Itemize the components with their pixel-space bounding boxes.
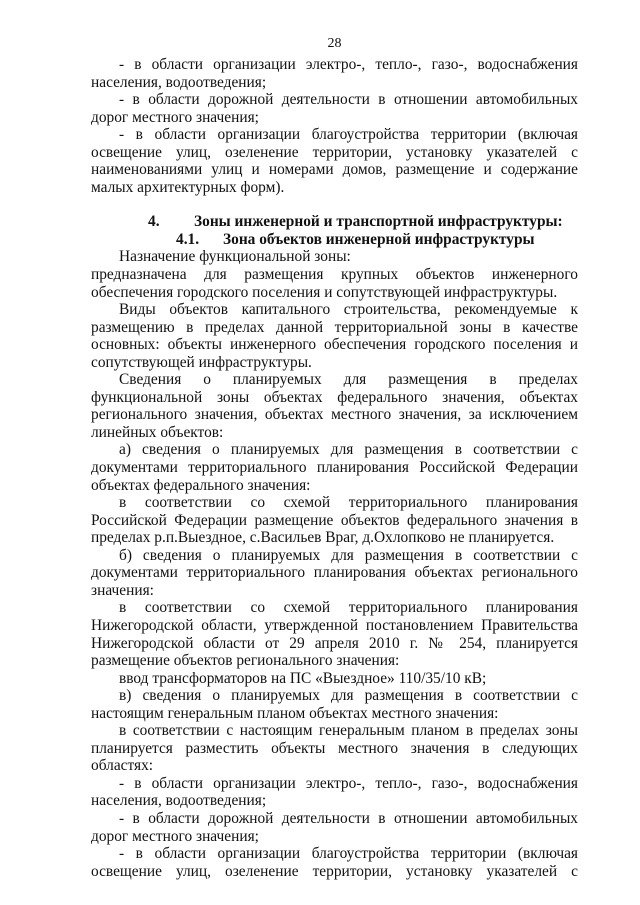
page-number: 28: [327, 36, 342, 51]
paragraph: - в области организации электро-, тепло-, газо-, водоснабжения населения, водоотведения;: [91, 774, 578, 810]
paragraph: а) сведения о планируемых для размещения в соответствии с документами территориального планирования Российской Федерации объектах федерального значения:: [91, 441, 578, 494]
section-heading-4: [91, 213, 578, 231]
paragraph: - в области организации благоустройства территории (включая освещение улиц, озеленение территории, установку указателей с наименованиями улиц и номерами домов, размещение и содержание малых архитектурных форм).: [91, 126, 578, 196]
paragraph: в) сведения о планируемых для размещения в соответствии с настоящим генеральным планом объектах местного значения:: [91, 687, 578, 722]
paragraph: предназначена для размещения крупных объектов инженерного обеспечения городского поселения и сопутствующей инфраструктуры.: [91, 266, 578, 301]
paragraph: - в области дорожной деятельности в отношении автомобильных дорог местного значения;: [91, 809, 578, 845]
paragraph: Назначение функциональной зоны:: [119, 248, 351, 266]
paragraph: в соответствии со схемой территориального планирования Российской Федерации размещение объектов федерального значения в пределах р.п.Выездное, с.Васильев Враг, д.Охлопково не планируется.: [91, 494, 578, 547]
heading-title: Зоны инженерной и транспортной инфраструктуры:: [194, 213, 563, 231]
paragraph: Сведения о планируемых для размещения в пределах функциональной зоны объектах федерального значения, объектах регионального значения, объектах местного значения, за исключением линейных объектов:: [91, 371, 578, 441]
paragraph: - в области организации электро-, тепло-, газо-, водоснабжения населения, водоотведения;: [91, 56, 578, 91]
spacer: [91, 196, 578, 213]
heading-title: Зона объектов инженерной инфраструктуры: [223, 230, 535, 248]
paragraph: б) сведения о планируемых для размещения в соответствии с документами территориального планирования объектах регионального значения:: [91, 546, 578, 599]
paragraph: Виды объектов капитального строительства, рекомендуемые к размещению в пределах данной территориальной зоны в качестве основных: объекты инженерного обеспечения городского поселения и сопутствующей инфраструктуры.: [91, 301, 578, 371]
paragraph: в соответствии с настоящим генеральным планом в пределах зоны планируется разместить объекты местного значения в следующих областях:: [91, 722, 578, 775]
section-heading-4-1: [91, 231, 578, 249]
paragraph: - в области организации благоустройства территории (включая освещение улиц, озеленение территории, установку указателей с: [91, 845, 578, 880]
paragraph: в соответствии со схемой территориального планирования Нижегородской области, утвержденной постановлением Правительства Нижегородской области от 29 апреля 2010 г. № 254, планируется размещение объектов регионального значения:: [91, 599, 578, 670]
paragraph: ввод трансформаторов на ПС «Выездное» 110/35/10 кВ;: [119, 669, 487, 687]
paragraph: - в области дорожной деятельности в отношении автомобильных дорог местного значения;: [91, 91, 578, 126]
heading-number: 4.: [148, 213, 160, 231]
heading-number: 4.1.: [176, 230, 200, 248]
